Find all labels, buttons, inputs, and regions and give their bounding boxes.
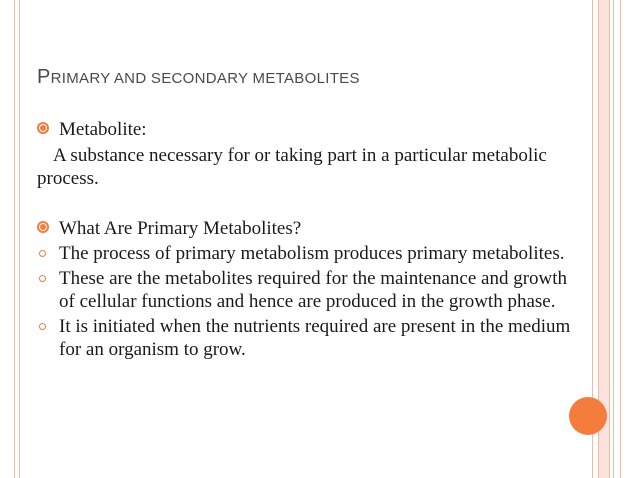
ring-bullet-icon xyxy=(39,323,46,330)
slide-content xyxy=(37,118,577,361)
circle-bullet-icon xyxy=(37,221,49,233)
slide-title xyxy=(37,66,360,89)
bullet-primary-question xyxy=(37,217,577,240)
bullet-text: Metabolite: xyxy=(59,119,147,140)
bullet-metabolite xyxy=(37,118,577,141)
sub-bullet-text: These are the metabolites required for the maintenance and growth of cellular functions and hence are produced in the growth phase. xyxy=(59,268,568,312)
right-border-line-outer xyxy=(613,0,614,478)
definition-paragraph: A substance necessary for or taking part in a particular metabolic process. xyxy=(37,145,547,189)
left-border-line xyxy=(14,0,15,478)
sub-bullet-text: It is initiated when the nutrients required are present in the medium for an organism to grow. xyxy=(59,316,571,360)
left-border-line-inner xyxy=(19,0,20,478)
title-rest: RIMARY AND SECONDARY METABOLITES xyxy=(50,70,360,87)
ring-bullet-icon xyxy=(39,250,46,257)
sub-bullet-1 xyxy=(37,242,577,265)
sub-bullet-text: The process of primary metabolism produces primary metabolites. xyxy=(59,243,565,264)
sub-bullet-3 xyxy=(37,315,577,361)
title-initial: P xyxy=(37,66,51,88)
sub-bullet-2 xyxy=(37,267,577,313)
right-border-line-edge xyxy=(620,0,621,478)
ring-bullet-icon xyxy=(39,275,46,282)
bullet-text: What Are Primary Metabolites? xyxy=(59,218,302,239)
circle-bullet-icon xyxy=(37,122,49,134)
decorative-circle xyxy=(569,397,607,435)
